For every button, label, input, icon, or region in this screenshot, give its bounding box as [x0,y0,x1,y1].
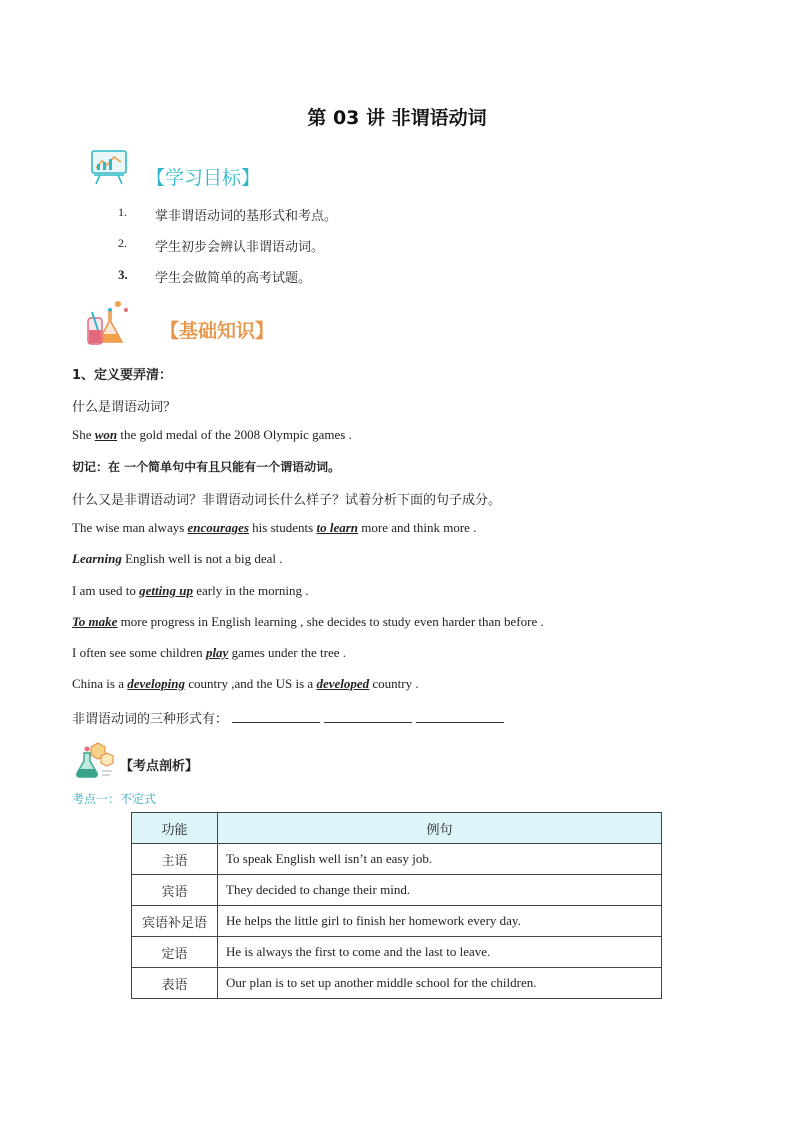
analysis-heading: 【考点剖析】 [120,759,199,774]
goal-number: 1. [118,205,127,219]
example-sentence [72,427,352,443]
text: I often see some children [72,645,206,660]
text: the gold medal of the 2008 Olympic games . [117,427,352,442]
keyword: Learning [72,551,122,566]
goal-text: 学生初步会辨认非谓语动词。 [155,240,325,255]
example-sentence [72,614,544,630]
text: country ,and the US is a [185,676,317,691]
table-row [132,875,662,906]
header-example: 例句 [218,813,662,844]
table-row [132,844,662,875]
note-text: 切记：在 一个简单句中有且只能有一个谓语动词。 [72,460,341,474]
goal-item [0,267,794,285]
answer-blank[interactable] [416,710,504,723]
function-cell: 主语 [132,844,218,875]
text: English well is not a big deal . [121,551,283,566]
keyword: To make [72,614,118,629]
science-icon [74,741,114,779]
text: early in the morning . [192,583,309,598]
example-cell: He helps the little girl to finish her homework every day. [218,906,662,937]
basics-heading: 【基础知识】 [160,320,275,342]
goal-text: 掌非谓语动词的基形式和考点。 [155,209,338,224]
function-cell: 宾语 [132,875,218,906]
keyword: play [205,645,229,660]
answer-blank[interactable] [232,710,320,723]
example-sentence [72,551,283,567]
example-sentence [72,645,346,661]
example-sentence [72,520,476,536]
text: his students [248,520,317,535]
goal-number: 2. [118,236,127,250]
table-row [132,968,662,999]
function-cell: 定语 [132,937,218,968]
keyword: to learn [316,520,359,535]
keyword: won [94,427,118,442]
example-cell: They decided to change their mind. [218,875,662,906]
text: country . [369,676,419,691]
function-cell: 宾语补足语 [132,906,218,937]
goals-heading: 【学习目标】 [146,167,261,189]
function-cell: 表语 [132,968,218,999]
goal-item [0,205,794,223]
definition-subheading: 1、定义要弄清： [72,368,173,383]
page-title: 第 03 讲 非谓语动词 [307,107,487,129]
infinitive-table [131,812,662,999]
example-cell: Our plan is to set up another middle school for the children. [218,968,662,999]
keyword: encourages [187,520,249,535]
table-row [132,906,662,937]
text: She [72,427,95,442]
forms-label: 非谓语动词的三种形式有： [72,712,229,727]
example-sentence [72,583,309,599]
forms-question [72,708,504,727]
example-cell: He is always the first to come and the last to leave. [218,937,662,968]
example-cell: To speak English well isn’t an easy job. [218,844,662,875]
header-function: 功能 [132,813,218,844]
table-row [132,937,662,968]
keyword: getting up [139,583,193,598]
goal-text: 学生会做简单的高考试题。 [155,271,312,286]
text: China is a [72,676,128,691]
chart-board-icon [88,148,130,186]
question-predicate: 什么是谓语动词？ [72,400,177,415]
text: The wise man always [72,520,188,535]
text: I am used to [72,583,140,598]
example-sentence [72,676,419,692]
question-nonpredicate: 什么又是非谓语动词？非谓语动词长什么样子？试着分析下面的句子成分。 [72,493,502,508]
text: more and think more . [358,520,477,535]
goal-number: 3. [118,267,128,282]
goal-item [0,236,794,254]
point-one-label: 考点一：不定式 [72,792,157,806]
table-header-row [132,813,662,844]
lab-flask-icon [84,298,134,348]
answer-blank[interactable] [324,710,412,723]
text: games under the tree . [228,645,347,660]
keyword: developing [127,676,186,691]
text: more progress in English learning , she decides to study even harder than before . [117,614,544,629]
keyword: developed [316,676,370,691]
